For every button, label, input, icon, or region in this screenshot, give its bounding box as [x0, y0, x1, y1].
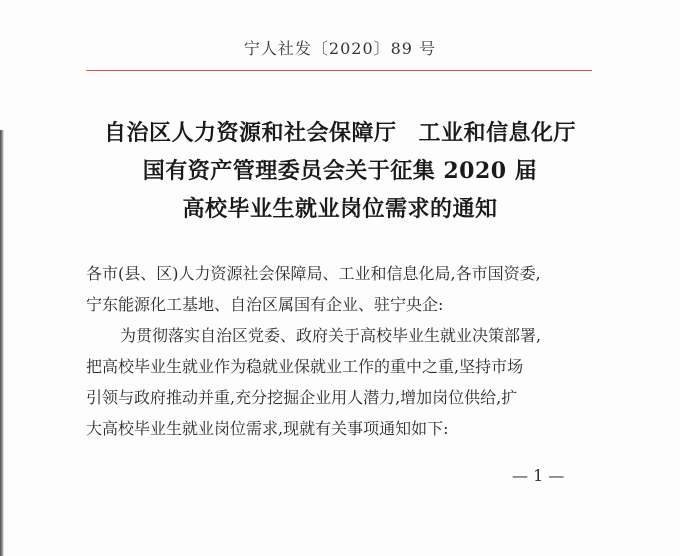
title-line-2: 国有资产管理委员会关于征集 2020 届 [142, 158, 538, 184]
red-separator-line [86, 70, 592, 71]
title-issuer-1: 自治区人力资源和社会保障厅 [103, 120, 397, 146]
paragraph-line-2: 把高校毕业生就业作为稳就业保就业工作的重中之重,坚持市场 [86, 357, 524, 376]
paragraph-line-4: 大高校毕业生就业岗位需求,现就有关事项通知如下: [86, 419, 449, 438]
document-number: 宁人社发〔2020〕89 号 [243, 39, 437, 58]
document-body [86, 258, 606, 444]
document-title [0, 114, 680, 228]
title-line-3: 高校毕业生就业岗位需求的通知 [182, 196, 498, 222]
paragraph-line-3: 引领与政府推动并重,充分挖掘企业用人潜力,增加岗位供给,扩 [86, 388, 518, 407]
recipients-line-1: 各市(县、区)人力资源社会保障局、工业和信息化局,各市国资委, [86, 264, 541, 283]
paragraph-line-1: 为贯彻落实自治区党委、政府关于高校毕业生就业决策部署, [120, 326, 542, 345]
recipients-line-2: 宁东能源化工基地、自治区属国有企业、驻宁央企: [86, 295, 444, 314]
page-number: — 1 — [512, 466, 565, 485]
title-issuer-2: 工业和信息化厅 [418, 120, 577, 146]
title-line-1 [0, 114, 680, 152]
